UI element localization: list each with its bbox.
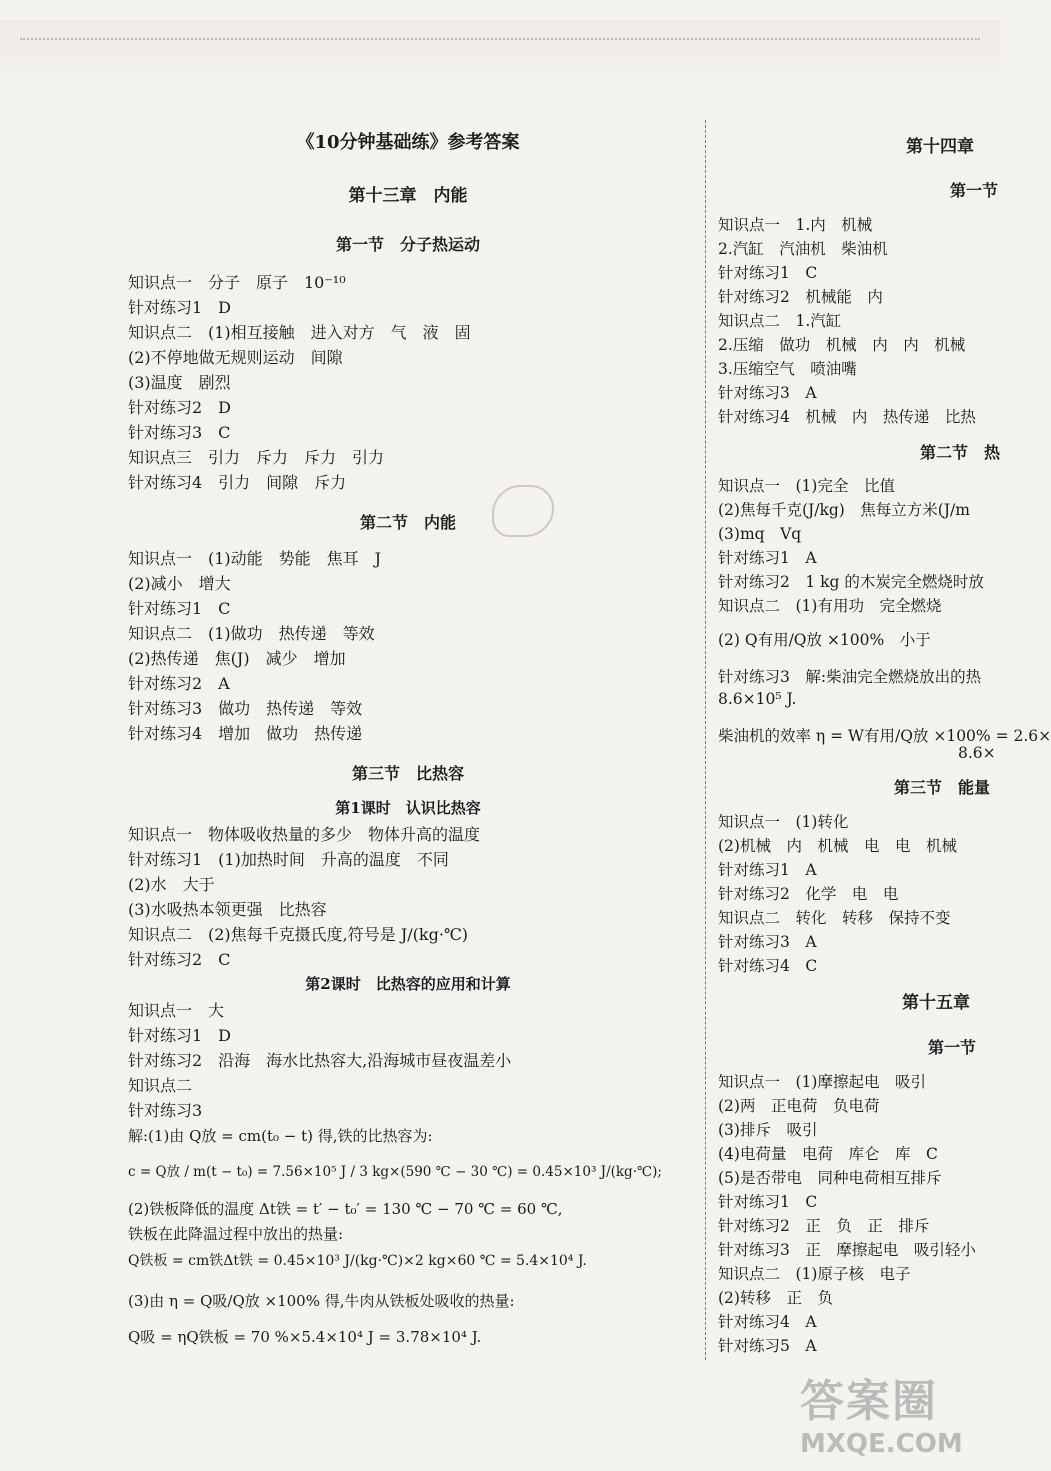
section-heading: 第一节 bbox=[950, 181, 999, 200]
answer-line: 知识点二 (1)相互接触 进入对方 气 液 固 bbox=[128, 323, 471, 342]
chapter-14-heading: 第十四章 bbox=[906, 137, 974, 157]
solution-line: 解:(1)由 Q放 = cm(t₀ − t) 得,铁的比热容为: bbox=[128, 1127, 433, 1145]
answer-line: 针对练习1 (1)加热时间 升高的温度 不同 bbox=[128, 850, 449, 869]
answer-line: (2)热传递 焦(J) 减少 增加 bbox=[128, 649, 346, 668]
answer-line: 知识点一 (1)动能 势能 焦耳 J bbox=[128, 549, 382, 568]
answer-line: 8.6×10⁵ J. bbox=[718, 690, 797, 708]
answer-line: 针对练习4 增加 做功 热传递 bbox=[128, 724, 363, 743]
answer-line: 知识点三 引力 斥力 斥力 引力 bbox=[128, 448, 385, 467]
answer-line: 知识点一 物体吸收热量的多少 物体升高的温度 bbox=[128, 825, 481, 844]
answer-line: (3)水吸热本领更强 比热容 bbox=[128, 900, 327, 919]
section-heading: 第一节 bbox=[928, 1038, 977, 1057]
answer-line: 针对练习2 正 负 正 排斥 bbox=[718, 1217, 930, 1235]
answer-line: 针对练习1 A bbox=[718, 549, 817, 567]
answer-line: (5)是否带电 同种电荷相互排斥 bbox=[718, 1169, 942, 1187]
answer-line: 针对练习1 C bbox=[128, 599, 231, 618]
answer-line: 知识点一 (1)完全 比值 bbox=[718, 477, 895, 495]
answer-line: (3)mq Vq bbox=[718, 525, 802, 543]
column-divider bbox=[705, 120, 706, 1360]
answer-line: (3)排斥 吸引 bbox=[718, 1121, 818, 1139]
answer-line: 针对练习3 正 摩擦起电 吸引轻小 bbox=[718, 1241, 976, 1259]
answer-line: 知识点一 大 bbox=[128, 1001, 225, 1020]
lesson-heading: 第1课时 认识比热容 bbox=[335, 799, 481, 817]
answer-line: 针对练习2 化学 电 电 bbox=[718, 885, 899, 903]
answer-line: 知识点一 分子 原子 10⁻¹⁰ bbox=[128, 273, 346, 292]
answer-line: 知识点一 (1)摩擦起电 吸引 bbox=[718, 1073, 926, 1091]
answer-line: (2)转移 正 负 bbox=[718, 1289, 833, 1307]
formula-line: c = Q放 / m(t − t₀) = 7.56×10⁵ J / 3 kg×(590 ℃ − 30 ℃) = 0.45×10³ J/(kg·℃); bbox=[128, 1164, 662, 1180]
answer-line: (2)焦每千克(J/kg) 焦每立方米(J/m bbox=[718, 501, 970, 519]
answer-line: 知识点二 转化 转移 保持不变 bbox=[718, 909, 951, 927]
page-title: 《10分钟基础练》参考答案 bbox=[296, 132, 520, 153]
answer-line: 针对练习1 D bbox=[128, 298, 232, 317]
answer-line: 3.压缩空气 喷油嘴 bbox=[718, 360, 857, 378]
chapter-15-heading: 第十五章 bbox=[902, 993, 970, 1013]
right-column bbox=[718, 0, 1051, 1400]
answer-line: 知识点二 (1)有用功 完全燃烧 bbox=[718, 597, 942, 615]
formula-line: Q铁板 = cm铁Δt铁 = 0.45×10³ J/(kg·℃)×2 kg×60 ℃ = 5.4×10⁴ J. bbox=[128, 1253, 587, 1269]
section-heading: 第三节 能量 bbox=[894, 778, 991, 797]
answer-line: 针对练习1 D bbox=[128, 1026, 232, 1045]
answer-line: 知识点二 1.汽缸 bbox=[718, 312, 842, 330]
watermark-logo bbox=[800, 1365, 990, 1459]
answer-line: 针对练习2 D bbox=[128, 398, 232, 417]
solution-line: (3)由 η = Q吸/Q放 ×100% 得,牛肉从铁板处吸收的热量: bbox=[128, 1292, 515, 1310]
answer-line: 针对练习3 做功 热传递 等效 bbox=[128, 699, 363, 718]
answer-line: 知识点一 1.内 机械 bbox=[718, 216, 873, 234]
answer-line: (2)减小 增大 bbox=[128, 574, 231, 593]
answer-line: 针对练习4 C bbox=[718, 957, 818, 975]
answer-line: (2)水 大于 bbox=[128, 875, 215, 894]
answer-line: (4)电荷量 电荷 库仑 库 C bbox=[718, 1145, 938, 1163]
answer-line: 针对练习4 引力 间隙 斥力 bbox=[128, 473, 347, 492]
formula-line: (2) Q有用/Q放 ×100% 小于 bbox=[718, 631, 931, 649]
answer-line: 针对练习2 C bbox=[128, 950, 231, 969]
answer-line: 针对练习1 A bbox=[718, 861, 817, 879]
answer-line: 知识点二 bbox=[128, 1076, 193, 1095]
answer-line: 2.压缩 做功 机械 内 内 机械 bbox=[718, 336, 966, 354]
formula-line: 8.6× bbox=[958, 744, 996, 762]
answer-line: 知识点二 (1)原子核 电子 bbox=[718, 1265, 911, 1283]
answer-line: (3)温度 剧烈 bbox=[128, 373, 231, 392]
answer-line: (2)机械 内 机械 电 电 机械 bbox=[718, 837, 957, 855]
answer-line: 针对练习2 沿海 海水比热容大,沿海城市昼夜温差小 bbox=[128, 1051, 512, 1070]
section-heading: 第二节 热 bbox=[920, 443, 1001, 462]
answer-line: (2)两 正电荷 负电荷 bbox=[718, 1097, 880, 1115]
answer-line: 知识点一 (1)转化 bbox=[718, 813, 849, 831]
answer-line: 针对练习5 A bbox=[718, 1337, 817, 1355]
watermark-text: 答案圈 bbox=[800, 1376, 938, 1427]
answer-line: 针对练习1 C bbox=[718, 264, 818, 282]
formula-line: 柴油机的效率 η = W有用/Q放 ×100% = 2.6× bbox=[718, 727, 1051, 745]
answer-line: 知识点二 (1)做功 热传递 等效 bbox=[128, 624, 375, 643]
answer-line: 针对练习3 C bbox=[128, 423, 231, 442]
section-heading: 第三节 比热容 bbox=[351, 764, 464, 783]
answer-line: 针对练习2 1 kg 的木炭完全燃烧时放 bbox=[718, 573, 984, 591]
faded-stamp-icon bbox=[492, 485, 554, 537]
watermark-url: MXQE.COM bbox=[800, 1429, 963, 1459]
answer-line: (2)不停地做无规则运动 间隙 bbox=[128, 348, 343, 367]
formula-line: Q吸 = ηQ铁板 = 70 %×5.4×10⁴ J = 3.78×10⁴ J. bbox=[128, 1328, 482, 1346]
solution-line: (2)铁板降低的温度 Δt铁 = t′ − t₀′ = 130 ℃ − 70 ℃ = 60 ℃, bbox=[128, 1200, 563, 1218]
section-heading: 第二节 内能 bbox=[359, 513, 456, 532]
answer-line: 针对练习3 解:柴油完全燃烧放出的热 bbox=[718, 668, 982, 686]
answer-line: 针对练习2 机械能 内 bbox=[718, 288, 883, 306]
answer-line: 2.汽缸 汽油机 柴油机 bbox=[718, 240, 888, 258]
chapter-13-heading: 第十三章 内能 bbox=[348, 186, 468, 206]
answer-line: 针对练习3 bbox=[128, 1101, 203, 1120]
solution-line: 铁板在此降温过程中放出的热量: bbox=[128, 1225, 344, 1243]
answer-line: 针对练习2 A bbox=[128, 674, 230, 693]
answer-line: 针对练习3 A bbox=[718, 933, 817, 951]
answer-line: 针对练习4 A bbox=[718, 1313, 817, 1331]
answer-line: 针对练习1 C bbox=[718, 1193, 818, 1211]
answer-line: 针对练习4 机械 内 热传递 比热 bbox=[718, 408, 976, 426]
answer-line: 针对练习3 A bbox=[718, 384, 817, 402]
lesson-heading: 第2课时 比热容的应用和计算 bbox=[305, 975, 511, 993]
answer-line: 知识点二 (2)焦每千克摄氏度,符号是 J/(kg·℃) bbox=[128, 925, 469, 944]
section-heading: 第一节 分子热运动 bbox=[335, 235, 480, 254]
